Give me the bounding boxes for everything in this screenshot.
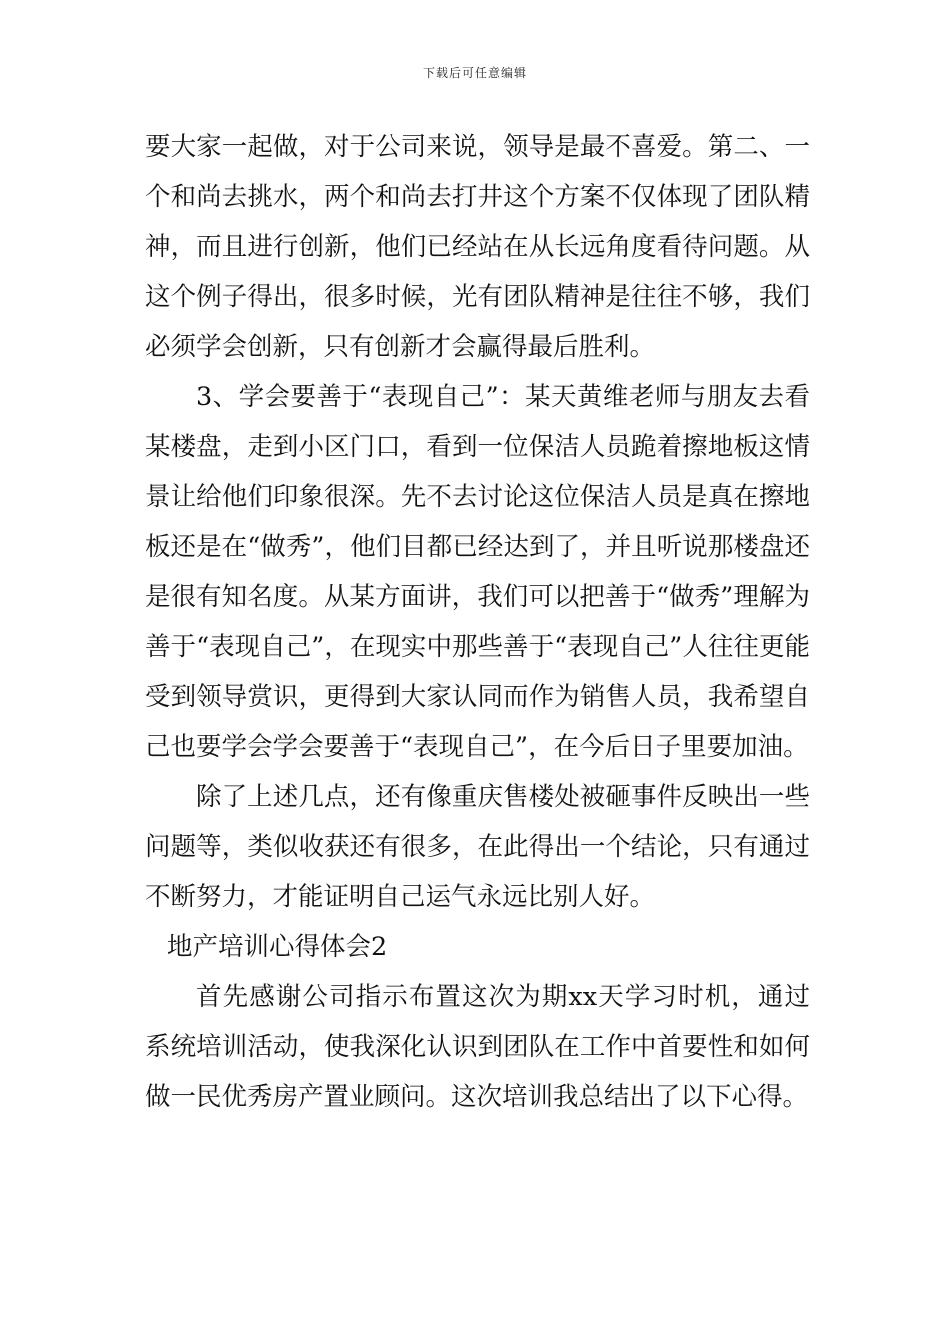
paragraph-continuation: 要大家一起做，对于公司来说，领导是最不喜爱。第二、一个和尚去挑水，两个和尚去打井这个方案不仅体现了团队精神，而且进行创新，他们已经站在从长远角度看待问题。从这个例子得出，很多时候，光有团队精神是往往不够，我们必须学会创新，只有创新才会赢得最后胜利。 — [145, 132, 810, 362]
document-body — [145, 122, 810, 1122]
paragraph-point-3: 3、学会要善于“表现自己”：某天黄维老师与朋友去看某楼盘，走到小区门口，看到一位保洁人员跪着擦地板这情景让给他们印象很深。先不去讨论这位保洁人员是真在擦地板还是在“做秀”，他们目都已经达到了，并且听说那楼盘还是很有知名度。从某方面讲，我们可以把善于“做秀”理解为善于“表现自己”，在现实中那些善于“表现自己”人往往更能受到领导赏识，更得到大家认同而作为销售人员，我希望自己也要学会学会要善于“表现自己”，在今后日子里要加油。 — [145, 382, 810, 762]
section-heading: 地产培训心得体会2 — [167, 932, 388, 962]
paragraph-conclusion: 除了上述几点，还有像重庆售楼处被砸事件反映出一些问题等，类似收获还有很多，在此得出一个结论，只有通过不断努力，才能证明自己运气永远比别人好。 — [145, 782, 810, 912]
paragraph-intro-2: 首先感谢公司指示布置这次为期xx天学习时机，通过系统培训活动，使我深化认识到团队在工作中首要性和如何做一民优秀房产置业顾问。这次培训我总结出了以下心得。 — [145, 982, 810, 1112]
page-header: 下载后可任意编辑 — [422, 66, 527, 80]
